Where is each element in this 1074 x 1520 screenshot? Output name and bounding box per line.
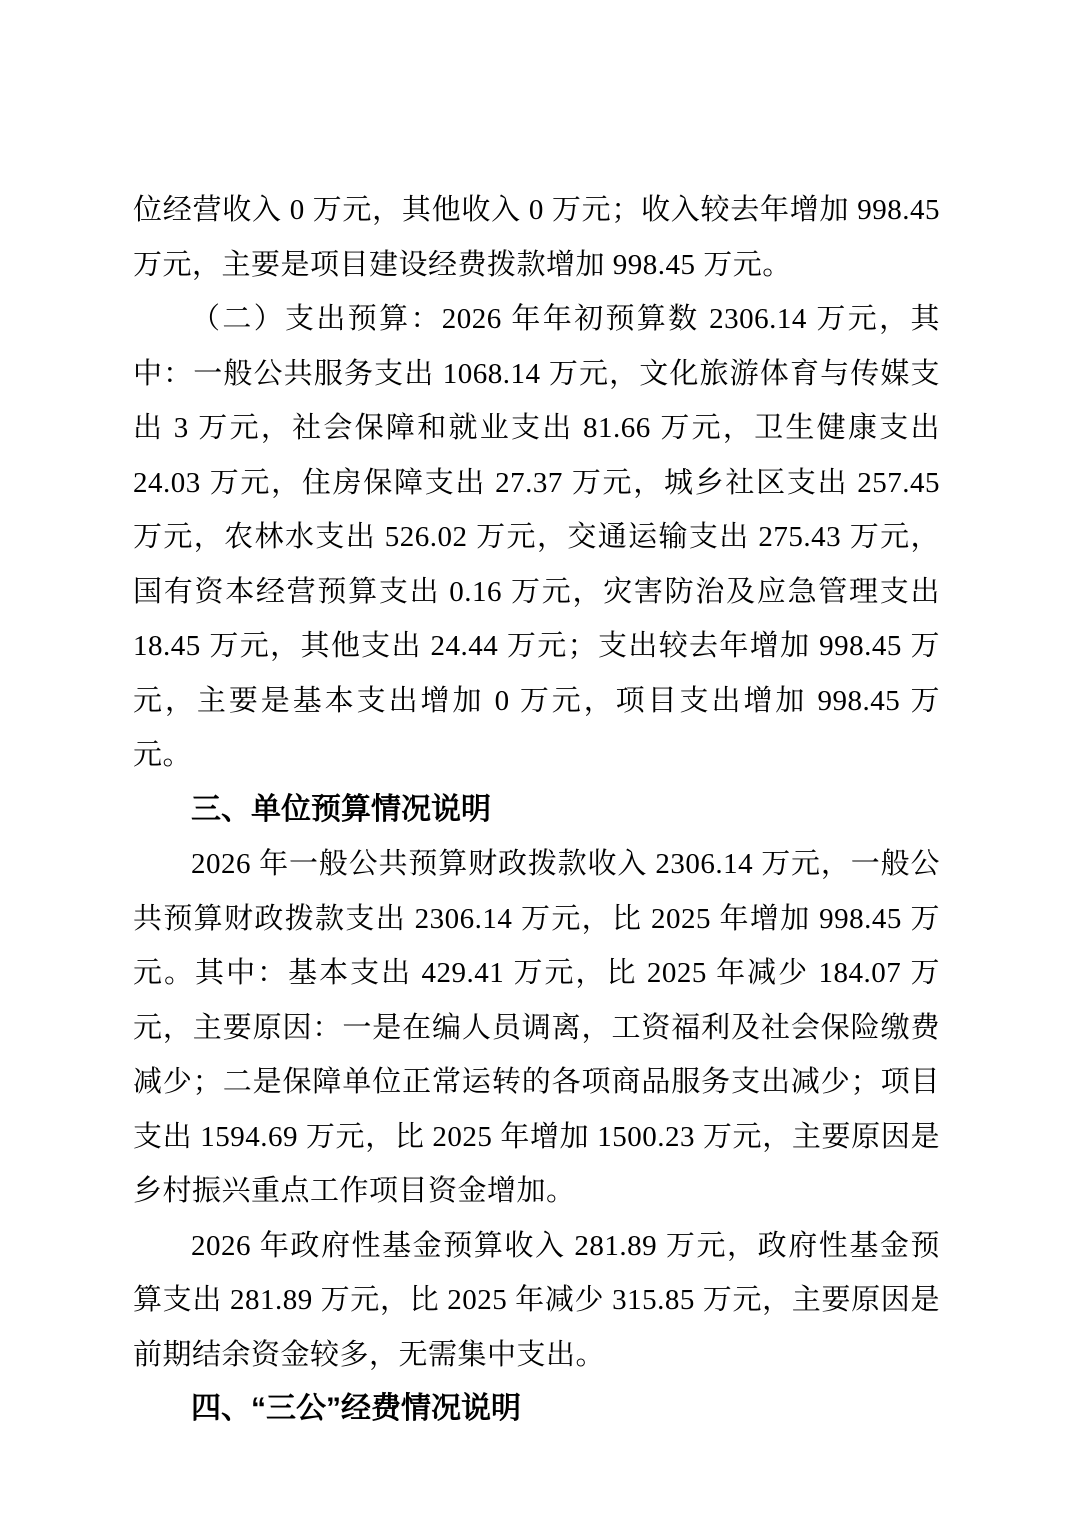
- paragraph-income-continuation: 位经营收入 0 万元，其他收入 0 万元；收入较去年增加 998.45 万元，主要是项目建设经费拨款增加 998.45 万元。: [133, 194, 940, 281]
- paragraph-expenditure-budget: （二）支出预算：2026 年年初预算数 2306.14 万元，其中：一般公共服务支出 1068.14 万元，文化旅游体育与传媒支出 3 万元，社会保障和就业支出 81.66 万元，卫生健康支出 24.03 万元，住房保障支出 27.37 万元，城乡社区支出 257.45 万元，农林水支出 526.02 万元，交通运输支出 275.43 万元，国有资本经营预算支出 0.16 万元，灾害防治及应急管理支出 18.45 万元，其他支出 24.44 万元；支出较去年增加 998.45 万元，主要是基本支出增加 0 万元，项目支出增加 998.45 万元。: [133, 303, 940, 771]
- paragraph-government-fund-budget: 2026 年政府性基金预算收入 281.89 万元，政府性基金预算支出 281.89 万元，比 2025 年减少 315.85 万元，主要原因是前期结余资金较多，无需集中支出。: [133, 1229, 940, 1371]
- paragraph-unit-budget-explanation: 2026 年一般公共预算财政拨款收入 2306.14 万元，一般公共预算财政拨款支出 2306.14 万元，比 2025 年增加 998.45 万元。其中：基本支出 429.41 万元，比 2025 年减少 184.07 万元，主要原因：一是在编人员调离，工资福利及社会保险缴费减少；二是保障单位正常运转的各项商品服务支出减少；项目支出 1594.69 万元，比 2025 年增加 1500.23 万元，主要原因是乡村振兴重点工作项目资金增加。: [133, 848, 940, 1207]
- heading-section-3-unit-budget: 三、单位预算情况说明: [191, 792, 491, 826]
- heading-section-4-three-public-expenses: 四、“三公”经费情况说明: [191, 1392, 521, 1425]
